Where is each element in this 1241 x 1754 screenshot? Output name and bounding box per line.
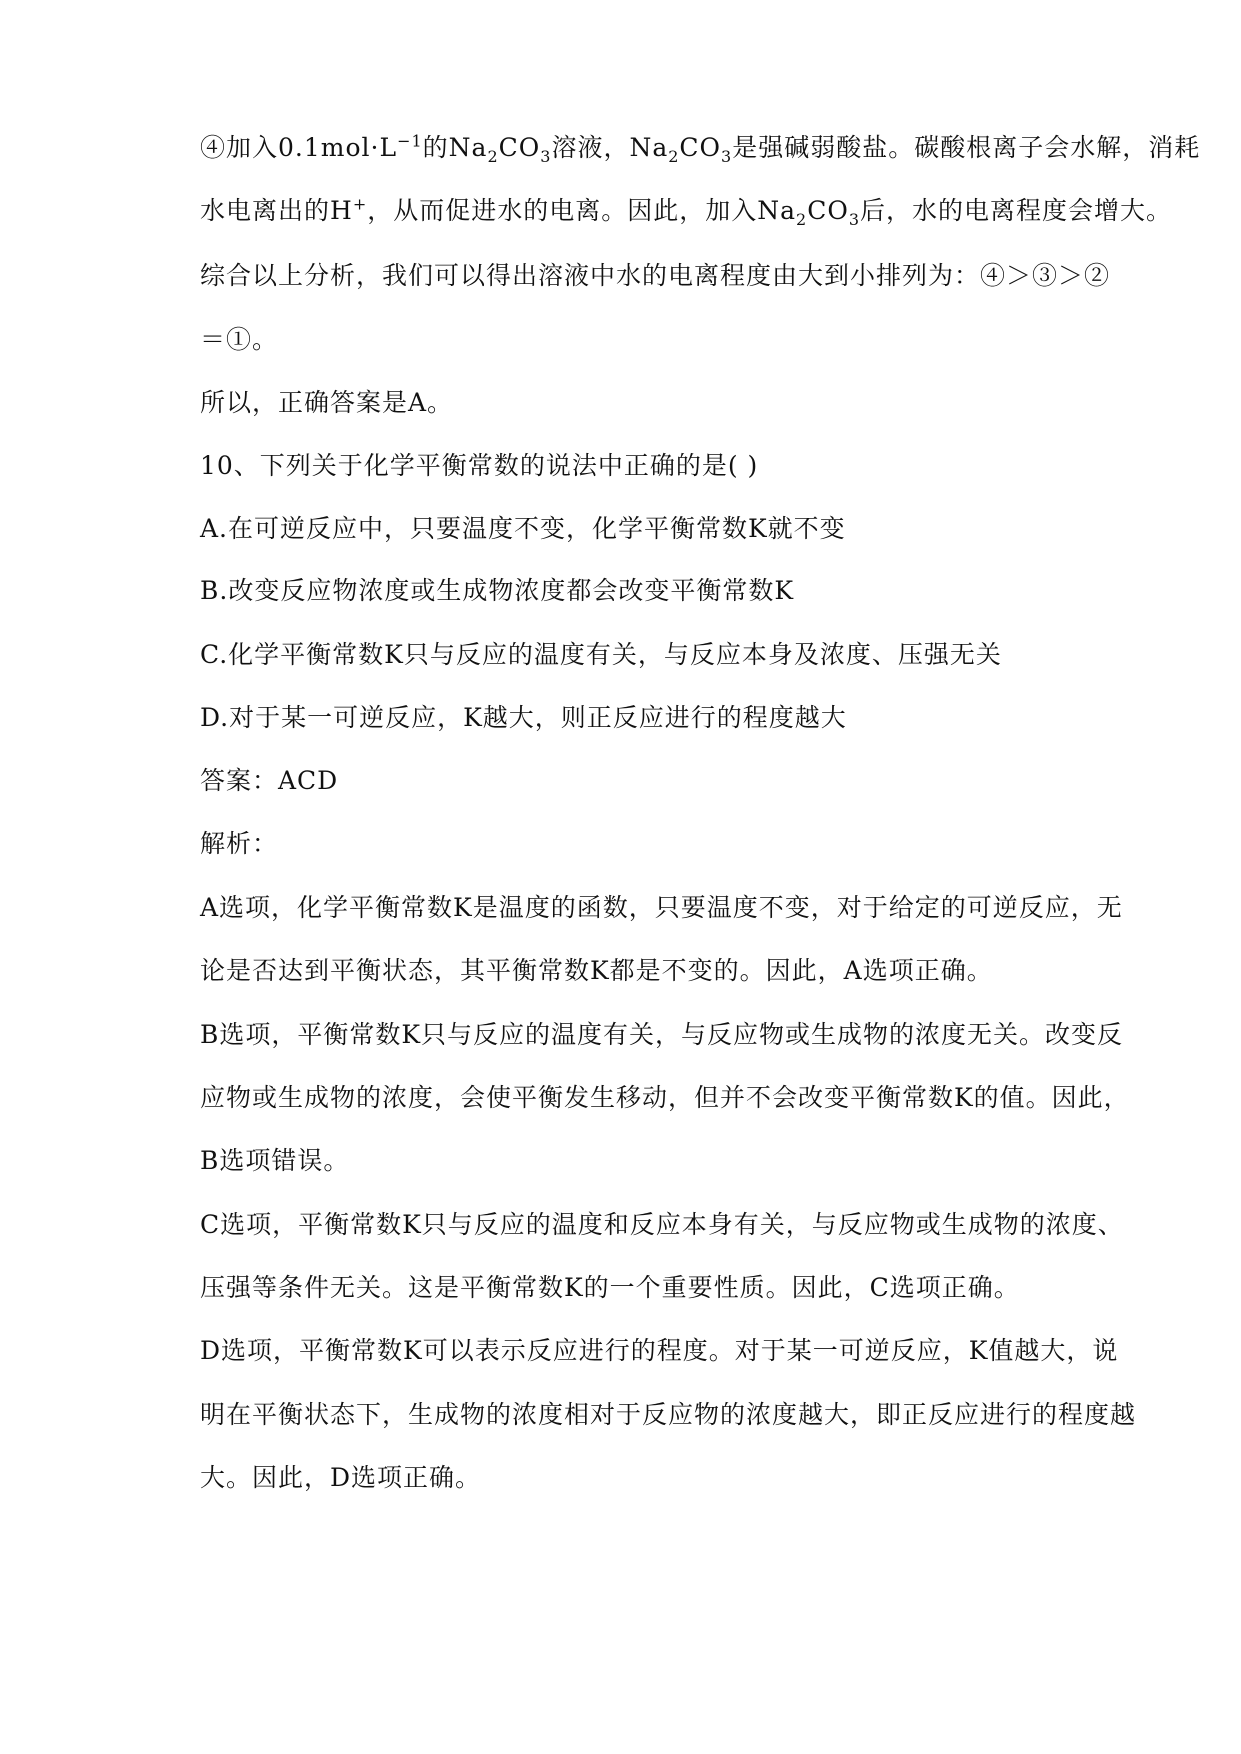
q10-option-d: D.对于某一可逆反应，K越大，则正反应进行的程度越大 [200,703,847,732]
q10-option-a: A.在可逆反应中，只要温度不变，化学平衡常数K就不变 [200,514,846,543]
text-segment: 水电离出的H [200,196,353,225]
q10-option-c: C.化学平衡常数K只与反应的温度有关，与反应本身及浓度、压强无关 [200,640,1002,669]
subscript: 3 [540,147,552,166]
text-segment: 的Na [422,133,488,162]
text-segment: ，从而促进水的电离。因此，加入Na [367,196,796,225]
q9-paragraph-4-line-1 [200,130,1201,166]
q10-analysis-b-line-1: B选项，平衡常数K只与反应的温度有关，与反应物或生成物的浓度无关。改变反 [200,1020,1124,1049]
text-segment: CO [679,133,722,162]
subscript: 3 [848,210,860,229]
q10-analysis-d-line-2: 明在平衡状态下，生成物的浓度相对于反应物的浓度越大，即正反应进行的程度越 [200,1400,1137,1429]
q10-analysis-label: 解析： [200,829,279,858]
q10-analysis-b-line-2: 应物或生成物的浓度，会使平衡发生移动，但并不会改变平衡常数K的值。因此， [200,1083,1130,1112]
q10-analysis-d-line-3: 大。因此，D选项正确。 [200,1463,482,1492]
q10-analysis-a-line-2: 论是否达到平衡状态，其平衡常数K都是不变的。因此，A选项正确。 [200,956,993,985]
text-segment: CO [807,196,849,225]
q9-summary-line-1: 综合以上分析，我们可以得出溶液中水的电离程度由大到小排列为：④＞③＞② [200,261,1111,290]
q10-option-b: B.改变反应物浓度或生成物浓度都会改变平衡常数K [200,576,794,605]
text-segment: 溶液，Na [551,133,669,162]
subscript: 2 [668,147,680,166]
text-segment: CO [498,133,541,162]
text-segment: 是强碱弱酸盐。碳酸根离子会水解，消耗 [732,133,1201,162]
subscript: 2 [796,210,808,229]
q10-analysis-c-line-1: C选项，平衡常数K只与反应的温度和反应本身有关，与反应物或生成物的浓度、 [200,1210,1124,1239]
text-segment: 后，水的电离程度会增大。 [860,196,1173,225]
q10-answer: 答案：ACD [200,766,339,795]
q9-paragraph-4-line-2 [200,193,1173,229]
superscript: −1 [397,131,423,151]
text-segment: ④加入0.1mol·L [200,133,398,162]
q10-analysis-c-line-2: 压强等条件无关。这是平衡常数K的一个重要性质。因此，C选项正确。 [200,1273,1020,1302]
superscript: + [352,194,368,214]
q10-analysis-b-line-3: B选项错误。 [200,1146,350,1175]
subscript: 2 [487,147,499,166]
q10-analysis-a-line-1: A选项，化学平衡常数K是温度的函数，只要温度不变，对于给定的可逆反应，无 [200,893,1123,922]
q9-conclusion: 所以，正确答案是A。 [200,388,454,417]
subscript: 3 [721,147,733,166]
q10-analysis-d-line-1: D选项，平衡常数K可以表示反应进行的程度。对于某一可逆反应，K值越大，说 [200,1336,1119,1365]
q10-stem: 10、下列关于化学平衡常数的说法中正确的是( ) [200,451,759,480]
q9-summary-line-2: ＝①。 [200,325,279,354]
